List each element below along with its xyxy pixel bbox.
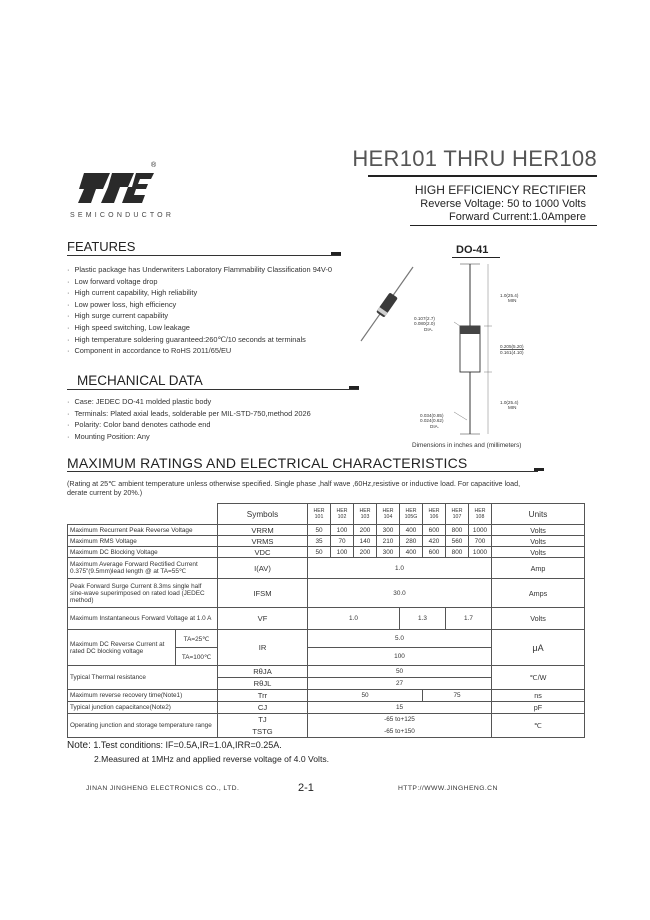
page-number: 2-1 (298, 782, 314, 794)
reverse-voltage-spec: Reverse Voltage: 50 to 1000 Volts (420, 198, 586, 210)
dim-lead-diameter: 0.034(0.85) 0.024(0.62) DIA. (420, 413, 444, 429)
units-header: Units (492, 504, 585, 525)
ratings-divider (67, 471, 538, 472)
dim-body-diameter: 0.107(2.7) 0.080(2.0) DIA. (414, 316, 435, 332)
mechanical-item: · Terminals: Plated axial leads, solderable per MIL-STD-750,method 2026 (67, 409, 311, 421)
feature-item: · Low power loss, high efficiency (67, 300, 332, 312)
ratings-marker (534, 468, 544, 471)
table-row: TSTG -65 to+150 (68, 726, 585, 738)
dimensions-note: Dimensions in inches and (millimeters) (412, 442, 522, 449)
footer-url: HTTP://WWW.JINGHENG.CN (398, 785, 498, 792)
mechanical-list (67, 397, 311, 443)
table-row: Maximum Average Forward Rectified Current 0.375"(9.5mm)lead length @ at TA=55℃ I(AV) 1.0 Amp (68, 558, 585, 579)
subtitle-divider (410, 225, 597, 226)
table-row: Maximum Recurrent Peak Reverse Voltage VRRM 50 100 200 300 400 600 800 1000 Volts (68, 525, 585, 536)
mechanical-heading: MECHANICAL DATA (77, 373, 203, 388)
package-label: DO-41 (456, 244, 489, 256)
diode-perspective-icon (355, 265, 415, 345)
part-header-103: HER 103 (354, 504, 377, 525)
product-subtitle: HIGH EFFICIENCY RECTIFIER (414, 183, 586, 197)
dim-body-length: 0.205(5.20) 0.161(4.10) (500, 344, 524, 356)
title-divider (368, 175, 597, 177)
table-row: Typical Thermal resistance RθJA 50 ℃/W (68, 666, 585, 678)
table-row: Maximum RMS Voltage VRMS 35 70 140 210 280 420 560 700 Volts (68, 536, 585, 547)
forward-current-spec: Forward Current:1.0Ampere (449, 211, 586, 223)
features-divider (67, 255, 341, 256)
dim-lead-top: 1.0(25.4) MIN (500, 293, 519, 304)
part-title: HER101 THRU HER108 (352, 146, 597, 171)
note-1-text: 1.Test conditions: IF=0.5A,IR=1.0A,IRR=0.25A. (93, 740, 282, 750)
table-row: TA=100℃ 100 (68, 648, 585, 666)
dim-lead-bottom: 1.0(25.4) MIN (500, 400, 519, 411)
table-row: Maximum DC Reverse Current at rated DC blocking voltage TA=25℃ IR 5.0 μA (68, 630, 585, 648)
registered-mark: ® (151, 162, 157, 169)
symbols-header: Symbols (218, 504, 308, 525)
mechanical-item: · Mounting Position: Any (67, 432, 311, 444)
features-heading: FEATURES (67, 239, 136, 254)
table-row: Maximum Instantaneous Forward Voltage at 1.0 A VF 1.0 1.3 1.7 Volts (68, 608, 585, 630)
ratings-heading: MAXIMUM RATINGS AND ELECTRICAL CHARACTERISTICS (67, 455, 468, 471)
part-header-104: HER 104 (377, 504, 400, 525)
package-label-underline (452, 257, 500, 258)
logo-text: SEMICONDUCTOR (70, 212, 175, 219)
note-label: Note: (67, 740, 91, 751)
feature-item: · Low forward voltage drop (67, 277, 332, 289)
ratings-table (67, 503, 585, 738)
part-header-107: HER 107 (446, 504, 469, 525)
table-row: RθJL 27 (68, 678, 585, 690)
table-row: Maximum DC Blocking Voltage VDC 50 100 200 300 400 600 800 1000 Volts (68, 547, 585, 558)
diode-outline-drawing (440, 262, 500, 440)
mechanical-marker (349, 386, 359, 389)
mechanical-divider (67, 389, 359, 390)
part-header-108: HER 108 (469, 504, 492, 525)
features-list (67, 265, 332, 358)
part-header-105g: HER 105G (400, 504, 423, 525)
feature-item: · Plastic package has Underwriters Laboratory Flammability Classification 94V-0 (67, 265, 332, 277)
mechanical-item: · Case: JEDEC DO-41 molded plastic body (67, 397, 311, 409)
feature-item: · High surge current capability (67, 311, 332, 323)
note-2: 2.Measured at 1MHz and applied reverse voltage of 4.0 Volts. (94, 754, 330, 764)
part-header-101: HER 101 (308, 504, 331, 525)
feature-item: · High current capability, High reliability (67, 288, 332, 300)
feature-item: · High speed switching, Low leakage (67, 323, 332, 335)
note-1 (67, 740, 282, 751)
table-row: Peak Forward Surge Current 8.3ms single half sine-wave superimposed on rated load (JEDEC method) IFSM 30.0 Amps (68, 579, 585, 608)
part-header-106: HER 106 (423, 504, 446, 525)
features-marker (331, 252, 341, 255)
table-row: Operating junction and storage temperature range TJ -65 to+125 ℃ (68, 714, 585, 726)
mechanical-item: · Polarity: Color band denotes cathode end (67, 420, 311, 432)
rating-conditions: (Rating at 25℃ ambient temperature unless otherwise specified. Single phase ,half wave ,60Hz,resistive or inductive load. For capacitive load, derate current by 20%.) (67, 479, 521, 497)
footer-company: JINAN JINGHENG ELECTRONICS CO., LTD. (86, 785, 240, 792)
table-header-row (68, 504, 585, 525)
table-row: Typical junction capacitance(Note2) CJ 15 pF (68, 702, 585, 714)
feature-item: · Component in accordance to RoHS 2011/65/EU (67, 346, 332, 358)
feature-item: · High temperature soldering guaranteed:260℃/10 seconds at terminals (67, 335, 332, 347)
company-logo (70, 167, 165, 209)
table-row: Maximum reverse recovery time(Note1) Trr 50 75 ns (68, 690, 585, 702)
part-header-102: HER 102 (331, 504, 354, 525)
